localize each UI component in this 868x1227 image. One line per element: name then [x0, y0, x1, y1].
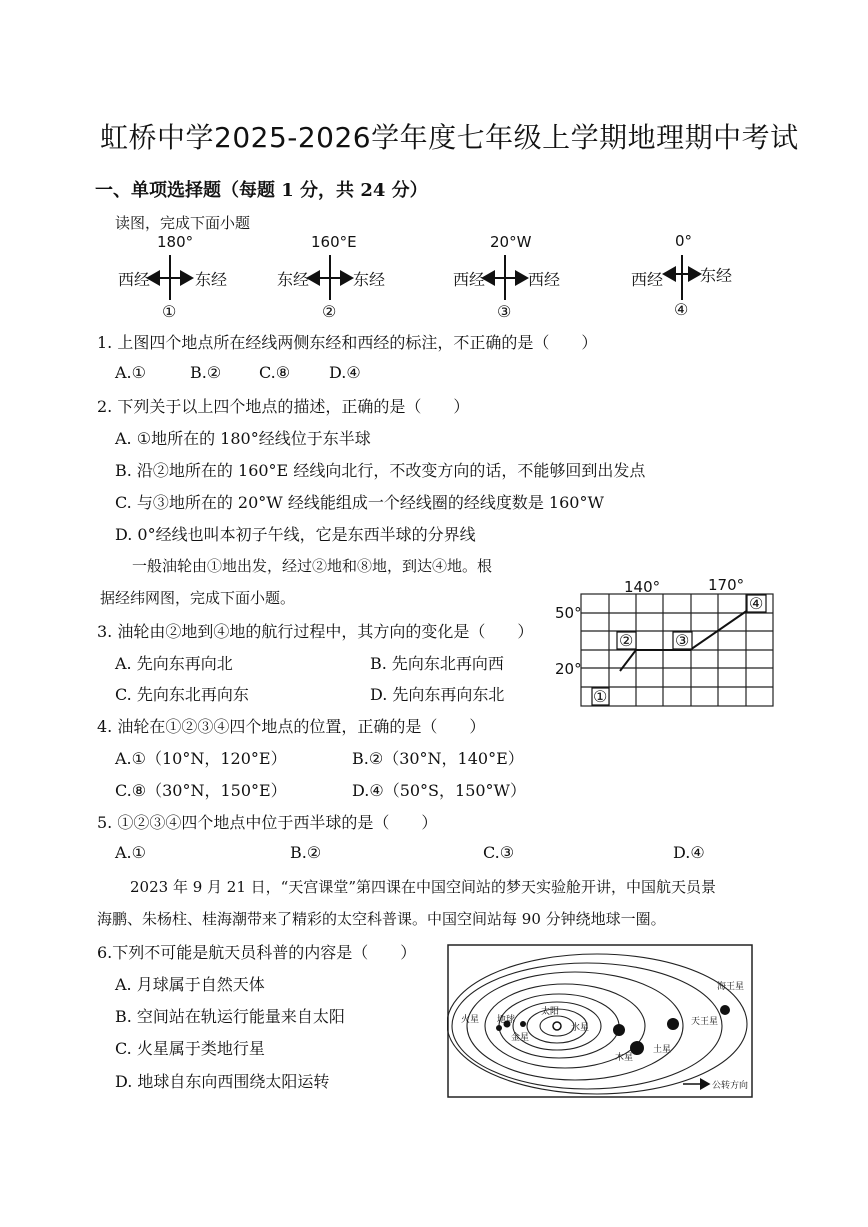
hemisphere-label: 西经 — [118, 270, 151, 289]
lat-label: 20° — [555, 660, 582, 678]
question-stem: 2. 下列关于以上四个地点的描述，正确的是（ ） — [97, 397, 470, 416]
point-number: ② — [322, 302, 337, 321]
earth-label: 地球 — [497, 1015, 516, 1025]
option-c[interactable]: C.⑧ — [259, 363, 291, 382]
question-stem: 4. 油轮在①②③④四个地点的位置，正确的是（ ） — [97, 717, 486, 736]
passage-text: 据经纬网图，完成下面小题。 — [100, 589, 296, 607]
hemisphere-label: 东经 — [700, 266, 733, 285]
mars-label: 火星 — [461, 1015, 480, 1025]
longitude-label: 0° — [675, 232, 693, 250]
passage-text: 一般油轮由①地出发，经过②地和⑧地，到达④地。根 — [132, 557, 493, 575]
longitude-label: 20°W — [490, 233, 532, 251]
solar-system-diagram — [447, 944, 753, 1098]
option-a[interactable]: A.① — [115, 843, 146, 862]
option-a[interactable]: A. 先向东再向北 — [115, 654, 233, 673]
question-stem: 3. 油轮由②地到④地的航行过程中，其方向的变化是（ ） — [97, 622, 534, 641]
point-number: ① — [162, 302, 177, 321]
passage-text: 海鹏、朱杨柱、桂海潮带来了精彩的太空科普课。中国空间站每 90 分钟绕地球一圈。 — [97, 910, 666, 928]
option-d[interactable]: D.④ — [673, 843, 705, 862]
question-stem: 1. 上图四个地点所在经线两侧东经和西经的标注，不正确的是（ ） — [97, 333, 598, 352]
point-number: ④ — [674, 300, 689, 319]
option-c[interactable]: C. 火星属于类地行星 — [115, 1039, 265, 1058]
jupiter-label: 木星 — [615, 1053, 634, 1063]
point-number: ③ — [497, 302, 512, 321]
hemisphere-label: 西经 — [453, 270, 486, 289]
question-stem: 6.下列不可能是航天员科普的内容是（ ） — [97, 943, 417, 962]
option-a[interactable]: A.①（10°N，120°E） — [115, 749, 287, 768]
longitude-label: 160°E — [311, 233, 357, 251]
option-d[interactable]: D. 地球自东向西围绕太阳运转 — [115, 1072, 330, 1091]
lon-label: 170° — [708, 576, 745, 594]
option-b[interactable]: B.② — [190, 363, 222, 382]
option-d[interactable]: D. 0°经线也叫本初子午线，它是东西半球的分界线 — [115, 525, 476, 544]
option-c[interactable]: C.⑧（30°N，150°E） — [115, 781, 287, 800]
venus-label: 金星 — [511, 1033, 530, 1043]
lon-label: 140° — [624, 578, 661, 596]
intro-text: 读图，完成下面小题 — [115, 214, 251, 232]
option-b[interactable]: B. 空间站在轨运行能量来自太阳 — [115, 1007, 345, 1026]
neptune-label: 海王星 — [717, 982, 745, 992]
hemisphere-label: 西经 — [631, 270, 664, 289]
option-c[interactable]: C.③ — [483, 843, 515, 862]
option-b[interactable]: B. 沿②地所在的 160°E 经线向北行，不改变方向的话，不能够回到出发点 — [115, 461, 646, 480]
saturn-label: 土星 — [653, 1045, 672, 1055]
hemisphere-label: 东经 — [277, 270, 310, 289]
uranus-label: 天王星 — [691, 1017, 719, 1027]
sun-label: 太阳 — [541, 1007, 560, 1017]
hemisphere-label: 东经 — [353, 270, 386, 289]
option-b[interactable]: B.② — [290, 843, 322, 862]
option-b[interactable]: B. 先向东北再向西 — [370, 654, 504, 673]
grid-point: ④ — [749, 594, 764, 613]
option-a[interactable]: A. ①地所在的 180°经线位于东半球 — [115, 429, 371, 448]
lat-label: 50° — [555, 604, 582, 622]
passage-text: 2023 年 9 月 21 日，“天宫课堂”第四课在中国空间站的梦天实验舱开讲，中国航天员景 — [130, 878, 716, 896]
hemisphere-label: 东经 — [195, 270, 228, 289]
grid-point: ① — [593, 687, 608, 706]
grid-chart — [580, 593, 776, 709]
question-stem: 5. ①②③④四个地点中位于西半球的是（ ） — [97, 813, 438, 832]
longitude-label: 180° — [157, 233, 194, 251]
option-b[interactable]: B.②（30°N，140°E） — [352, 749, 524, 768]
option-a[interactable]: A.① — [115, 363, 146, 382]
orbit-direction-legend: 公转方向 — [712, 1081, 749, 1091]
option-d[interactable]: D.④ — [329, 363, 361, 382]
option-d[interactable]: D. 先向东再向东北 — [370, 685, 505, 704]
option-a[interactable]: A. 月球属于自然天体 — [115, 975, 265, 994]
hemisphere-label: 西经 — [528, 270, 561, 289]
grid-point: ② — [619, 631, 634, 650]
grid-point: ③ — [675, 631, 690, 650]
section-heading: 一、单项选择题（每题 1 分，共 24 分） — [95, 180, 428, 201]
option-d[interactable]: D.④（50°S，150°W） — [352, 781, 526, 800]
option-c[interactable]: C. 先向东北再向东 — [115, 685, 249, 704]
mercury-label: 水星 — [571, 1023, 590, 1033]
page-title: 虹桥中学2025-2026学年度七年级上学期地理期中考试 — [100, 121, 799, 154]
option-c[interactable]: C. 与③地所在的 20°W 经线能组成一个经线圈的经线度数是 160°W — [115, 493, 604, 512]
